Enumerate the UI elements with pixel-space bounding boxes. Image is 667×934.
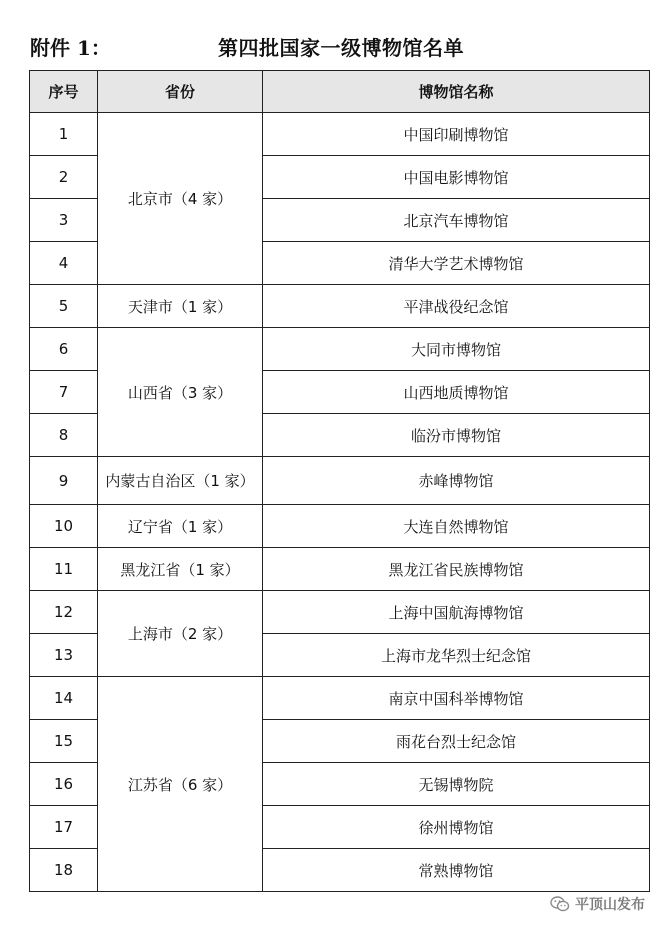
column-header-museum-name: 博物馆名称 (263, 71, 650, 113)
row-number-cell: 18 (30, 849, 98, 892)
watermark (550, 894, 645, 914)
museum-name-cell: 中国电影博物馆 (263, 156, 650, 199)
museum-name-cell: 临汾市博物馆 (263, 414, 650, 457)
row-number-cell: 6 (30, 328, 98, 371)
museum-name-cell: 南京中国科举博物馆 (263, 677, 650, 720)
wechat-icon (550, 896, 570, 912)
province-cell: 辽宁省（1 家） (98, 505, 263, 548)
table-row (30, 505, 650, 548)
museum-name-cell: 上海市龙华烈士纪念馆 (263, 634, 650, 677)
watermark-text: 平顶山发布 (575, 897, 645, 913)
table-row (30, 548, 650, 591)
museum-name-cell: 上海中国航海博物馆 (263, 591, 650, 634)
table-row (30, 285, 650, 328)
table-row (30, 677, 650, 720)
museum-name-cell: 北京汽车博物馆 (263, 199, 650, 242)
row-number-cell: 3 (30, 199, 98, 242)
row-number-cell: 1 (30, 113, 98, 156)
province-cell: 山西省（3 家） (98, 328, 263, 457)
province-cell: 黑龙江省（1 家） (98, 548, 263, 591)
row-number-cell: 5 (30, 285, 98, 328)
column-header-province: 省份 (98, 71, 263, 113)
row-number-cell: 16 (30, 763, 98, 806)
museum-name-cell: 清华大学艺术博物馆 (263, 242, 650, 285)
row-number-cell: 9 (30, 457, 98, 505)
museum-name-cell: 山西地质博物馆 (263, 371, 650, 414)
row-number-cell: 12 (30, 591, 98, 634)
province-cell: 北京市（4 家） (98, 113, 263, 285)
row-number-cell: 14 (30, 677, 98, 720)
attachment-label: 附件 1： (30, 36, 111, 60)
row-number-cell: 15 (30, 720, 98, 763)
province-cell: 上海市（2 家） (98, 591, 263, 677)
museum-name-cell: 大同市博物馆 (263, 328, 650, 371)
museum-name-cell: 黑龙江省民族博物馆 (263, 548, 650, 591)
table-row (30, 113, 650, 156)
museum-name-cell: 雨花台烈士纪念馆 (263, 720, 650, 763)
row-number-cell: 4 (30, 242, 98, 285)
table-body (30, 113, 650, 892)
province-cell: 天津市（1 家） (98, 285, 263, 328)
museum-name-cell: 中国印刷博物馆 (263, 113, 650, 156)
row-number-cell: 13 (30, 634, 98, 677)
museum-name-cell: 徐州博物馆 (263, 806, 650, 849)
row-number-cell: 2 (30, 156, 98, 199)
table-header-row (30, 71, 650, 113)
row-number-cell: 17 (30, 806, 98, 849)
document-header (30, 28, 650, 64)
museum-name-cell: 常熟博物馆 (263, 849, 650, 892)
document-title: 第四批国家一级博物馆名单 (218, 36, 464, 60)
row-number-cell: 8 (30, 414, 98, 457)
row-number-cell: 7 (30, 371, 98, 414)
museum-name-cell: 赤峰博物馆 (263, 457, 650, 505)
table-row (30, 457, 650, 505)
museum-name-cell: 大连自然博物馆 (263, 505, 650, 548)
museum-name-cell: 无锡博物院 (263, 763, 650, 806)
museum-name-cell: 平津战役纪念馆 (263, 285, 650, 328)
table-row (30, 591, 650, 634)
column-header-number: 序号 (30, 71, 98, 113)
province-cell: 江苏省（6 家） (98, 677, 263, 892)
row-number-cell: 11 (30, 548, 98, 591)
province-cell: 内蒙古自治区（1 家） (98, 457, 263, 505)
row-number-cell: 10 (30, 505, 98, 548)
museum-list-table (29, 70, 650, 892)
table-row (30, 328, 650, 371)
